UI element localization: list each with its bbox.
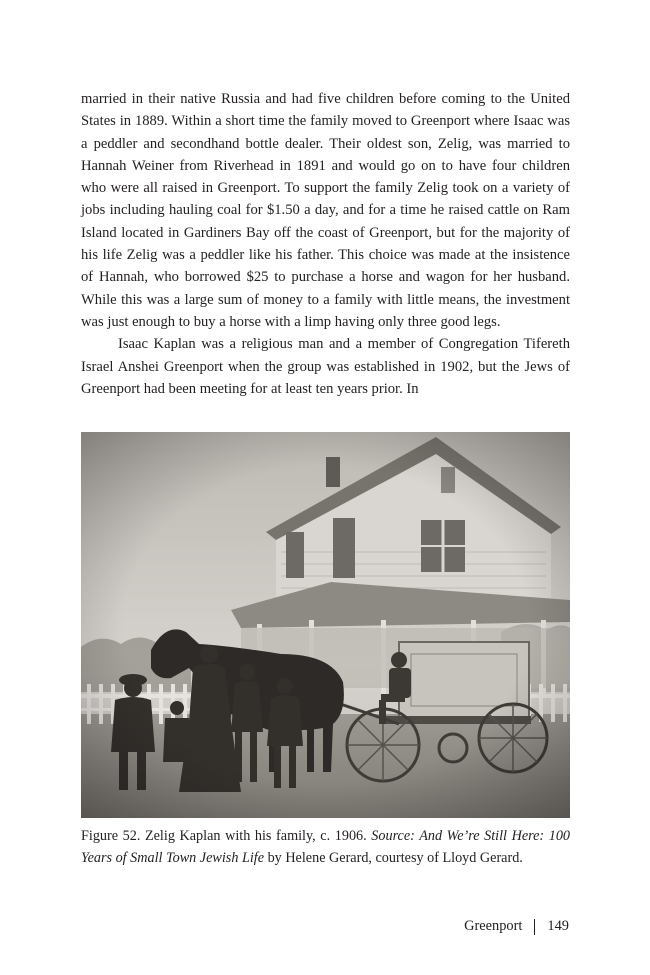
caption-lead: Figure 52. Zelig Kaplan with his family, c. 1906.: [81, 828, 372, 844]
photo-illustration: [81, 432, 570, 818]
running-head: Greenport: [464, 918, 523, 934]
page-number: 149: [547, 918, 569, 934]
paragraph-2: Isaac Kaplan was a religious man and a member of Congregation Tifereth Israel Anshei Greenport when the group was established in 1902, but the Jews of Greenport had been meeting for at least ten years prior. In: [81, 336, 570, 397]
page-footer: [464, 918, 569, 935]
caption-colon: :: [410, 828, 420, 844]
paragraph-1: married in their native Russia and had five children before coming to the United States in 1889. Within a short time the family moved to Greenport where Isaac was a peddler and secondhand bottle dealer. Their oldest son, Zelig, was married to Hannah Weiner from Riverhead in 1891 and would go on to have four children who were all raised in Greenport. To support the family Zelig took on a variety of jobs including hauling coal for $1.50 a day, and for a time he raised cattle on Ram Island located in Gardiners Bay off the coast of Greenport, but for the majority of his life Zelig was a peddler like his father. This choice was made at the insistence of Hannah, who borrowed $25 to purchase a horse and wagon for her husband. While this was a large sum of money to a family with little means, the investment was just enough to buy a horse with a limp having only three good legs.: [81, 91, 570, 330]
caption-book-title: And We’re Still Here: 100 Years of Small Town Jewish Life: [81, 828, 571, 866]
family-photograph: [81, 432, 570, 818]
body-text: [81, 88, 570, 400]
caption-source-label: Source: [371, 828, 411, 844]
footer-divider: [534, 919, 535, 935]
photo-vignette: [81, 432, 570, 818]
caption-tail: by Helene Gerard, courtesy of Lloyd Gerard.: [264, 849, 523, 866]
figure-caption: [81, 826, 570, 869]
